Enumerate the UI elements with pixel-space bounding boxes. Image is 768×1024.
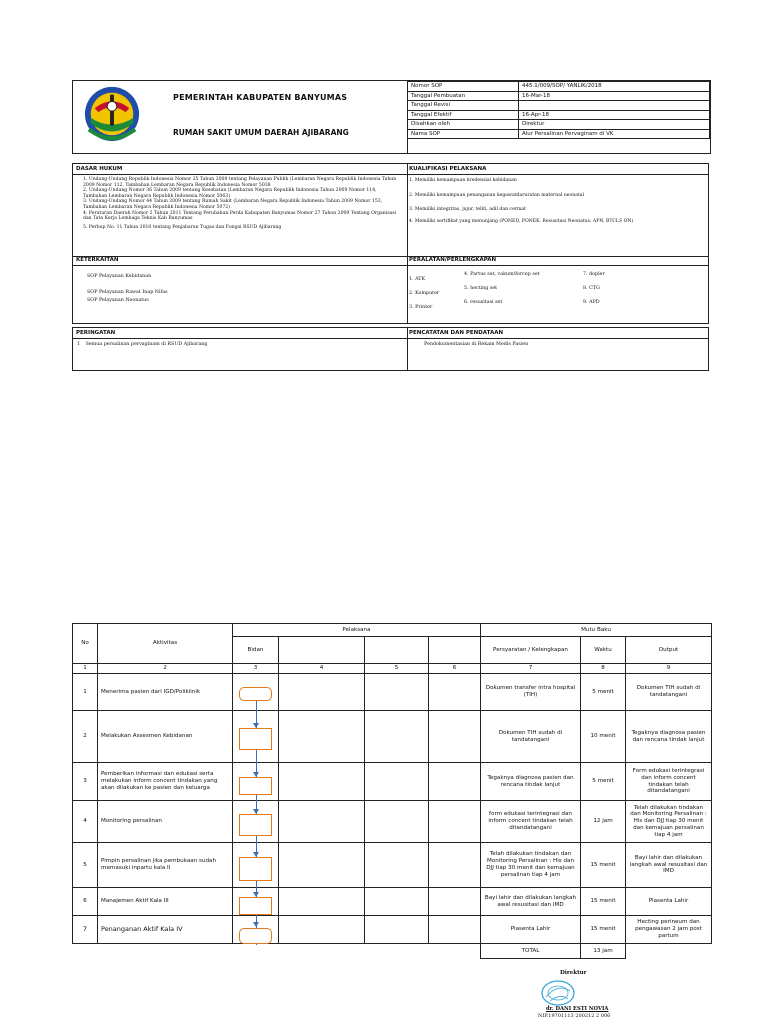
legal-basis-item: 5. Perbup No. 11 Tahun 2010 tentang Penjabaran Tugas dan Fungsi RSUD Ajibarang — [83, 224, 282, 230]
bidan-cell — [233, 888, 279, 916]
table-row — [73, 801, 712, 843]
requirement-cell: Dokumen TIH sudah di tandatangani — [481, 711, 581, 763]
bidan-cell — [233, 801, 279, 843]
table-row — [73, 916, 712, 944]
total-value: 13 jam — [581, 944, 626, 959]
qualification-item: 1. Memiliki kemampuan kredensial kebidanan — [409, 178, 517, 183]
column-number-row — [73, 664, 712, 674]
total-label: TOTAL — [481, 944, 581, 959]
row-number: 2 — [73, 711, 98, 763]
header-output: Output — [626, 637, 712, 664]
total-row — [73, 944, 712, 959]
bidan-cell — [233, 711, 279, 763]
activity-cell: Pemberikan informasi dan edukasi serta melakukan inform concent tindakan yang akan dilakukan ke pasien dan keluarga — [98, 763, 233, 801]
requirement-cell: Bayi lahir dan dilakukan langkah awal resusitasi dan IMD — [481, 888, 581, 916]
column-number: 5 — [365, 664, 429, 674]
sop-header — [72, 80, 711, 154]
header-waktu: Waktu — [581, 637, 626, 664]
banyumas-emblem-icon — [83, 85, 141, 143]
equipment-item: 7. dopler — [583, 272, 605, 277]
meta-key: Disahkan oleh — [408, 120, 519, 130]
section-title: PERINGATAN — [73, 328, 407, 339]
qualification-item: 2. Memiliki kemampuan penanganan kegawatdaruratan maternal neonatal — [409, 192, 585, 198]
meta-row — [408, 129, 710, 139]
meta-key: Tanggal Efektif — [408, 110, 519, 120]
output-cell: Telah dilakukan tindakan dan Monitoring Persalinan : His dan DJJ tiap 30 menit dan kemajuan persalinan tiap 4 jam — [626, 801, 712, 843]
bidan-cell — [233, 916, 279, 944]
equipment-item: 2. Komputer — [409, 290, 440, 296]
pencatatan-section — [406, 327, 709, 371]
table-row — [73, 674, 712, 711]
output-cell: Bayi lahir dan dilakukan langkah awal resusitasi dan IMD — [626, 843, 712, 888]
meta-row — [408, 91, 710, 101]
equipment-item: 9. APD — [583, 299, 600, 305]
requirement-cell: form edukasi terintegrasi dan inform concent tindakan telah ditandatangani — [481, 801, 581, 843]
section-title: DASAR HUKUM — [73, 164, 407, 175]
dasar-hukum-section — [72, 163, 408, 257]
column-number: 9 — [626, 664, 712, 674]
time-cell: 5 menit — [581, 674, 626, 711]
meta-value: 16-Mar-18 — [519, 91, 710, 101]
column-number: 3 — [233, 664, 279, 674]
warning-text: Semua persalinan pervaginam di RSUD Ajibarang — [85, 342, 208, 347]
legal-basis-item: 2. Undang-Undang Nomor 36 Tahun 2009 tentang Kesehatan (Lembaran Negara Republik Indonesia Tahun 2009 Nomor 114, Tambahan Lembaran Negara Republik Indonesia Nomor 5063) — [83, 188, 377, 199]
output-cell: Dokumen TIH sudah di tandatangani — [626, 674, 712, 711]
equipment-item: 1. ATK — [409, 277, 426, 282]
section-title: KUALIFIKASI PELAKSANA — [406, 164, 708, 175]
signatory-name: dr. DANI ESTI NOVIA — [546, 1006, 609, 1012]
meta-value: Direktur — [519, 120, 710, 130]
output-cell: Form edukasi terintegrasi dan inform concent tindakan telah ditandatangani — [626, 763, 712, 801]
kualifikasi-section — [406, 163, 709, 257]
related-sop-item: SOP Pelayanan Kebidanan — [87, 274, 152, 279]
requirement-cell: Dokumen transfer intra hospital (TIH) — [481, 674, 581, 711]
table-row — [73, 711, 712, 763]
activity-cell: Manajemen Aktif Kala III — [98, 888, 233, 916]
hospital-title: RUMAH SAKIT UMUM DAERAH AJIBARANG — [173, 128, 349, 137]
activity-cell: Menerima pasien dari IGD/Poliklinik — [98, 674, 233, 711]
meta-key: Nomor SOP — [408, 82, 519, 92]
hospital-stamp-icon — [540, 979, 576, 1007]
column-number: 4 — [279, 664, 365, 674]
activity-cell: Pimpin persalinan jika pembukaan sudah memasuki inpartu kala II — [98, 843, 233, 888]
meta-value: Alur Persalinan Pervaginam di VK — [519, 129, 710, 139]
sop-meta-table — [407, 81, 710, 139]
bidan-cell — [233, 763, 279, 801]
qualification-item: 4. Memiliki sertifikat yang menunjang (PONED, PONEK, Resusitasi Neonatus, APN, BTCLS ON) — [409, 218, 634, 224]
header-aktivitas: Aktivitas — [98, 624, 233, 664]
equipment-item: 5. hecting set — [464, 285, 498, 291]
output-cell: Plasenta Lahir — [626, 888, 712, 916]
related-sop-item: SOP Pelayanan Neonatus — [87, 297, 149, 303]
meta-row — [408, 82, 710, 92]
equipment-item: 6. resusitasi set — [464, 299, 503, 305]
row-number: 7 — [73, 916, 98, 944]
time-cell: 15 menit — [581, 843, 626, 888]
column-number: 6 — [429, 664, 481, 674]
signatory-nip: NIP.19701113 200212 2 006 — [538, 1013, 611, 1019]
meta-value — [519, 101, 710, 111]
related-sop-item: SOP Pelayanan Rawat Inap Nifas — [87, 289, 168, 295]
section-title: KETERKAITAN — [73, 255, 407, 266]
meta-value: 445.1/009/SOP/ YANLIK/2018 — [519, 82, 710, 92]
column-number: 1 — [73, 664, 98, 674]
row-number: 6 — [73, 888, 98, 916]
meta-row — [408, 110, 710, 120]
legal-basis-item: 4. Peraturan Daerah Nomor 2 Tahun 2011 Tentang Perubahan Perda Kabupaten Banyumas Nomor 27 Tahun 2009 Tentang Organisasi dan Tata Kerja Lembaga Teknis Kab Banyumas — [83, 210, 397, 222]
activity-cell: Monitoring persalinan — [98, 801, 233, 843]
section-title: PENCATATAN DAN PENDATAAN — [406, 328, 708, 339]
row-number: 3 — [73, 763, 98, 801]
meta-row — [408, 101, 710, 111]
header-empty — [429, 637, 481, 664]
records-text: Pendokumentasian di Rekam Medis Pasien — [424, 342, 529, 347]
government-title: PEMERINTAH KABUPATEN BANYUMAS — [173, 93, 348, 102]
column-number: 8 — [581, 664, 626, 674]
legal-basis-item: 1. Undang-Undang Republik Indonesia Nomor 25 Tahun 2009 tentang Pelayanan Publik (Lembaran Negara Republik Indonesia Tahun 2009 Nomor 112, Tambahan Lembaran Negara Republik Indonesia Nomor 5038 — [83, 177, 397, 188]
bidan-cell — [233, 674, 279, 711]
bidan-cell — [233, 843, 279, 888]
meta-value: 16-Apr-18 — [519, 110, 710, 120]
time-cell: 10 menit — [581, 711, 626, 763]
peralatan-section — [406, 255, 709, 324]
procedure-flow-table — [72, 623, 712, 959]
equipment-item: 3. Printer — [409, 304, 433, 310]
output-cell: Tegaknya diagnosa pasien dan rencana tindak lanjut — [626, 711, 712, 763]
requirement-cell: Telah dilakukan tindakan dan Monitoring Persalinan : His dan DJJ tiap 30 menit dan kemajuan persalinan tiap 4 jam — [481, 843, 581, 888]
equipment-item: 8. CTG — [583, 285, 600, 291]
table-row — [73, 763, 712, 801]
header-empty — [365, 637, 429, 664]
requirement-cell: Plasenta Lahir — [481, 916, 581, 944]
equipment-item: 4. Partus set, vakum/forcep set — [464, 272, 540, 277]
header-mutu-baku: Mutu Baku — [481, 624, 712, 637]
header-empty — [279, 637, 365, 664]
requirement-cell: Tegaknya diagnosa pasien dan rencana tindak lanjut — [481, 763, 581, 801]
warning-number: 1 — [77, 342, 81, 347]
header-no: No — [73, 624, 98, 664]
meta-key: Tanggal Revisi — [408, 101, 519, 111]
time-cell: 15 menit — [581, 888, 626, 916]
activity-cell: Penanganan Aktif Kala IV — [98, 916, 233, 944]
column-number: 2 — [98, 664, 233, 674]
meta-key: Tanggal Pembuatan — [408, 91, 519, 101]
column-number: 7 — [481, 664, 581, 674]
header-pelaksana: Pelaksana — [233, 624, 481, 637]
output-cell: Hecting perineum dan pengawasan 2 jam post partum — [626, 916, 712, 944]
meta-row — [408, 120, 710, 130]
legal-basis-item: 3. Undang-Undang Nomor 44 Tahun 2009 tentang Rumah Sakit (Lembaran Negara Republik Indonesia Tahun 2009 Nomor 153, Tambahan Lembaran Negara Republik Indonesia Nomor 5072) — [83, 199, 383, 210]
activity-cell: Melakukan Assesmen Kebidanan — [98, 711, 233, 763]
table-row — [73, 843, 712, 888]
time-cell: 15 menit — [581, 916, 626, 944]
keterkaitan-section — [72, 255, 408, 324]
meta-key: Nama SOP — [408, 129, 519, 139]
signature-role: Direktur — [560, 970, 587, 976]
row-number: 4 — [73, 801, 98, 843]
qualification-item: 3. Memiliki integritas, jujur, teliti, adil dan cermat — [409, 207, 526, 213]
header-bidan: Bidan — [233, 637, 279, 664]
header-persyaratan: Persyaratan / Kelengkapan — [481, 637, 581, 664]
row-number: 5 — [73, 843, 98, 888]
header-identity — [73, 81, 408, 153]
peringatan-section — [72, 327, 408, 371]
time-cell: 5 menit — [581, 763, 626, 801]
row-number: 1 — [73, 674, 98, 711]
time-cell: 12 jam — [581, 801, 626, 843]
table-row — [73, 888, 712, 916]
section-title: PERALATAN/PERLENGKAPAN — [406, 255, 708, 266]
